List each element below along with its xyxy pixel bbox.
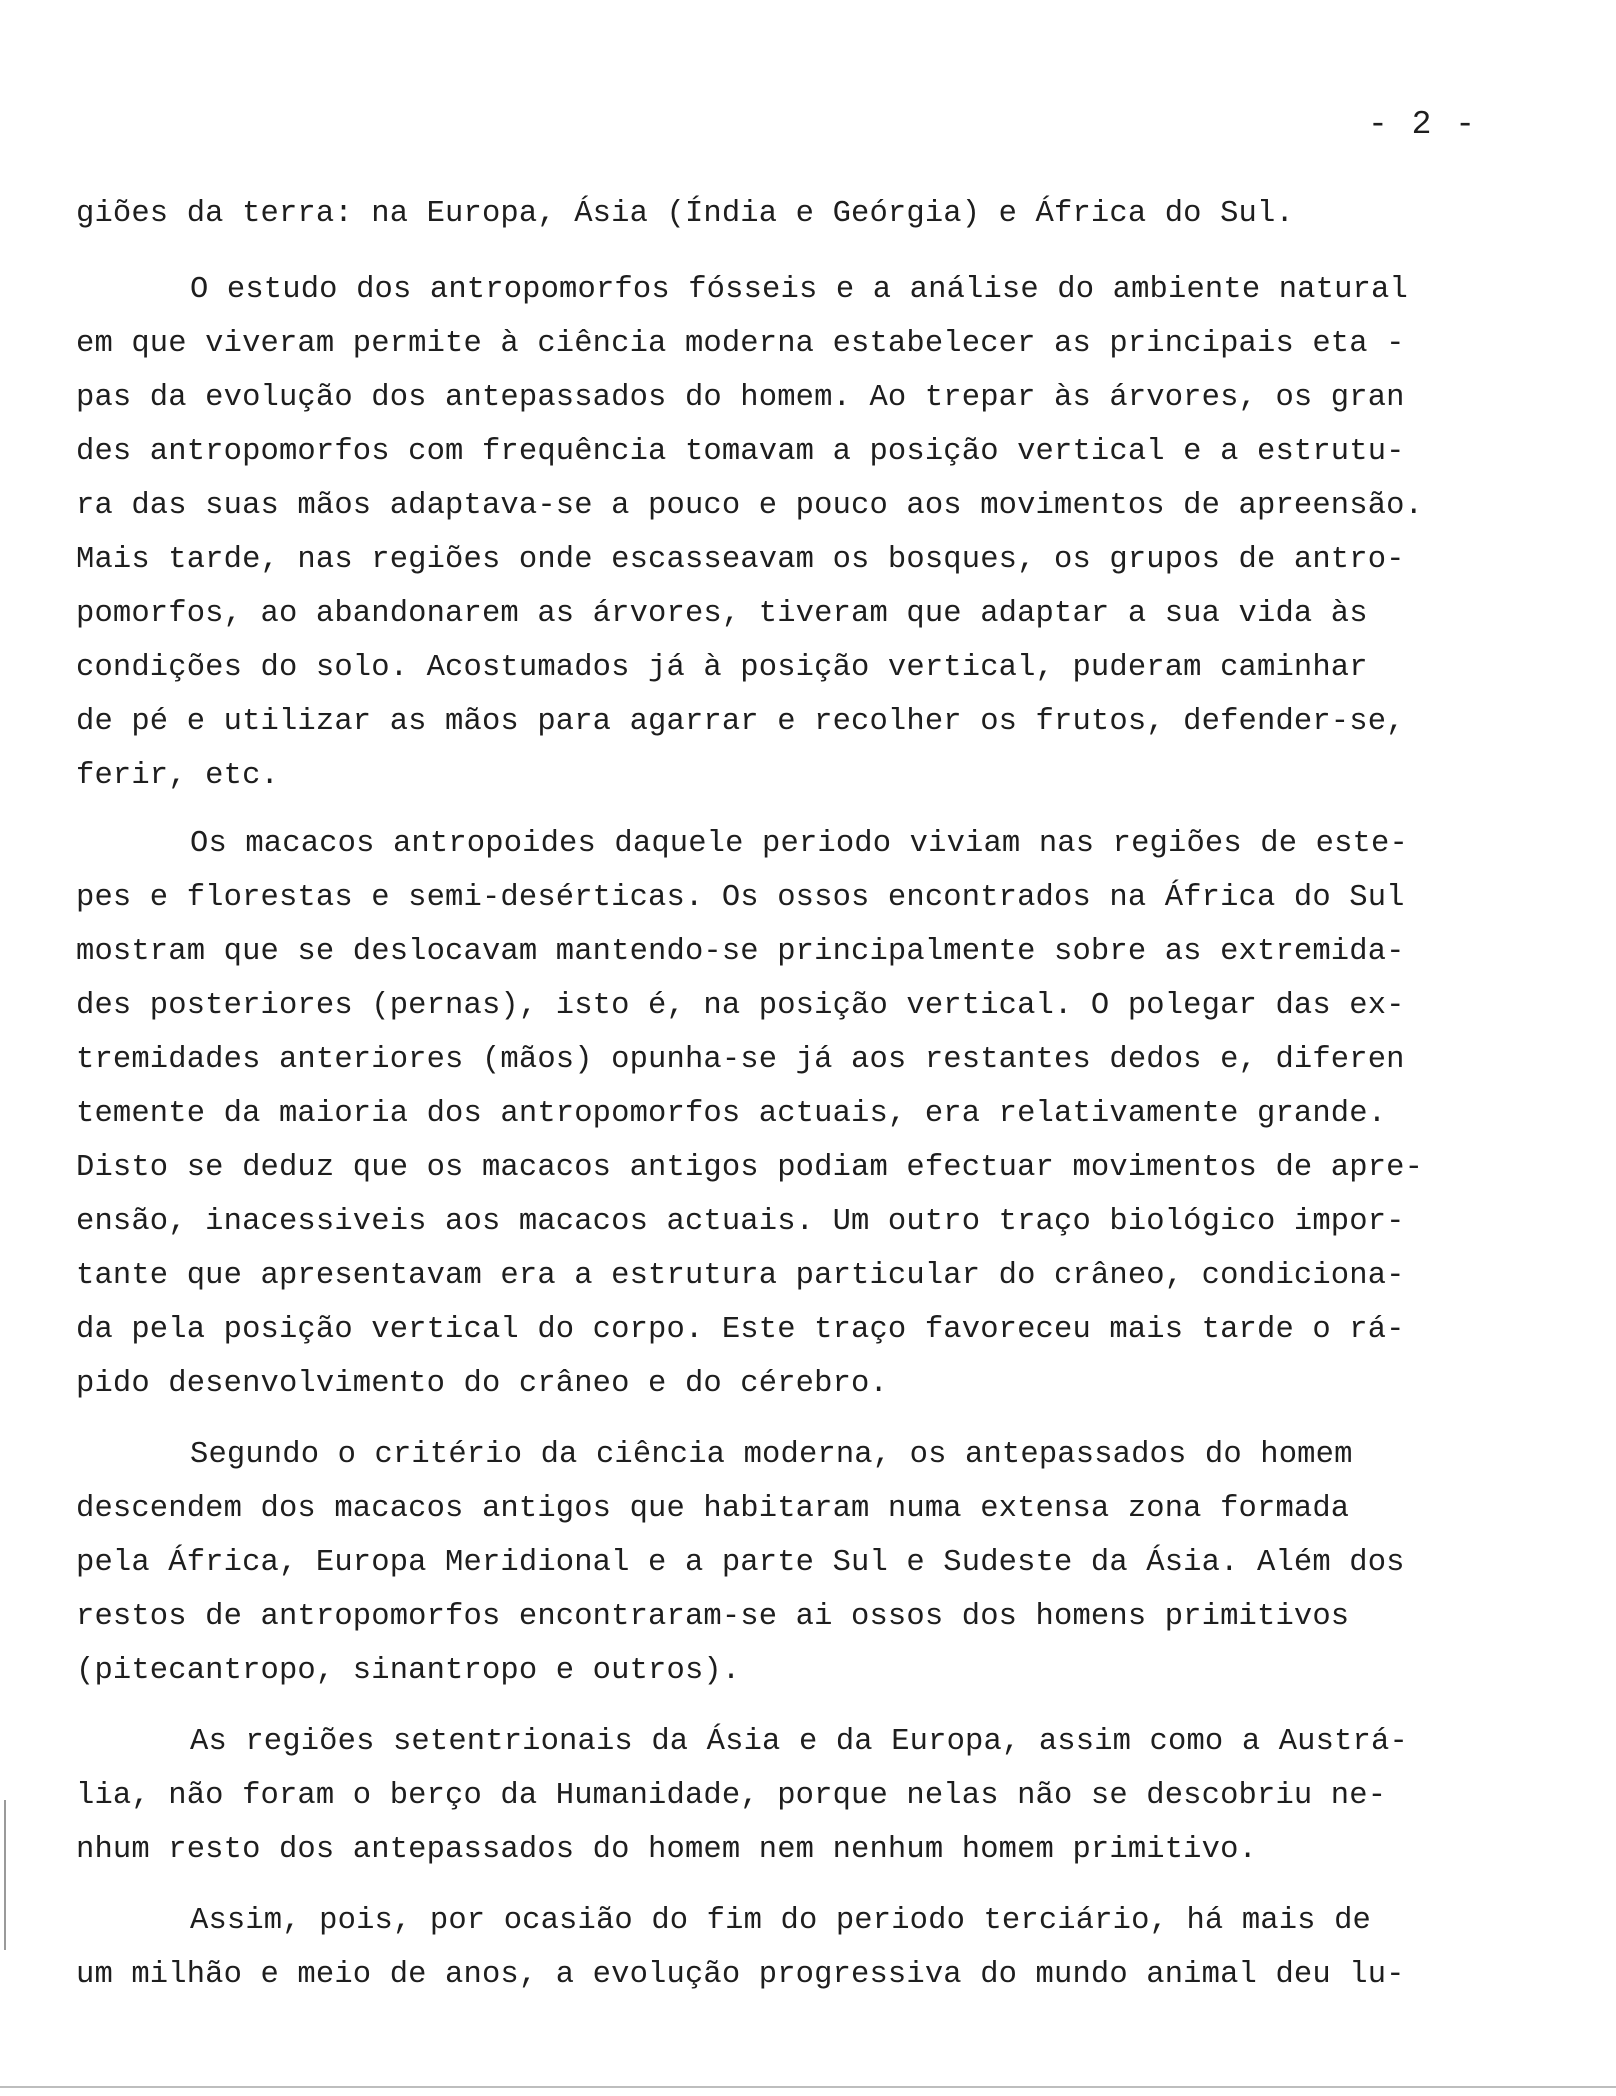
text-line: nhum resto dos antepassados do homem nem nenhum homem primitivo.: [76, 1833, 1257, 1867]
text-line: ferir, etc.: [76, 759, 279, 793]
text-line: ra das suas mãos adaptava-se a pouco e pouco aos movimentos de apreensão.: [76, 489, 1424, 523]
text-line: temente da maioria dos antropomorfos actuais, era relativamente grande.: [76, 1097, 1387, 1131]
text-line: Mais tarde, nas regiões onde escasseavam os bosques, os grupos de antro-: [76, 543, 1405, 577]
text-line: em que viveram permite à ciência moderna estabelecer as principais eta -: [76, 327, 1405, 361]
text-line: descendem dos macacos antigos que habitaram numa extensa zona formada: [76, 1492, 1350, 1526]
text-line: pela África, Europa Meridional e a parte Sul e Sudeste da Ásia. Além dos: [76, 1546, 1405, 1580]
text-line: tremidades anteriores (mãos) opunha-se já aos restantes dedos e, diferen: [76, 1043, 1405, 1077]
text-line: de pé e utilizar as mãos para agarrar e recolher os frutos, defender-se,: [76, 705, 1405, 739]
text-line: Assim, pois, por ocasião do fim do periodo terciário, há mais de: [190, 1904, 1371, 1938]
paragraph-antropomorfos-fosseis: [76, 263, 1496, 803]
text-line: Segundo o critério da ciência moderna, os antepassados do homem: [190, 1438, 1353, 1472]
scan-bottom-edge: [0, 2086, 1616, 2088]
text-line: des antropomorfos com frequência tomavam a posição vertical e a estrutu-: [76, 435, 1405, 469]
text-line: (pitecantropo, sinantropo e outros).: [76, 1654, 741, 1688]
text-line: ensão, inacessiveis aos macacos actuais. Um outro traço biológico impor-: [76, 1205, 1405, 1239]
text-line: pido desenvolvimento do crâneo e do cérebro.: [76, 1367, 888, 1401]
text-line: um milhão e meio de anos, a evolução progressiva do mundo animal deu lu-: [76, 1958, 1405, 1992]
text-line: da pela posição vertical do corpo. Este traço favoreceu mais tarde o rá-: [76, 1313, 1405, 1347]
paragraph-macacos-antropoides: [76, 817, 1496, 1411]
text-line: Disto se deduz que os macacos antigos podiam efectuar movimentos de apre-: [76, 1151, 1424, 1185]
text-line: lia, não foram o berço da Humanidade, porque nelas não se descobriu ne-: [76, 1779, 1387, 1813]
paragraph-fim-terciario: [76, 1894, 1496, 2002]
scan-edge-mark: [4, 1800, 6, 1950]
text-line: pas da evolução dos antepassados do homem. Ao trepar às árvores, os gran: [76, 381, 1405, 415]
text-line: O estudo dos antropomorfos fósseis e a análise do ambiente natural: [190, 273, 1408, 307]
text-line: condições do solo. Acostumados já à posição vertical, puderam caminhar: [76, 651, 1368, 685]
text-line: mostram que se deslocavam mantendo-se principalmente sobre as extremida-: [76, 935, 1405, 969]
page-number: - 2 -: [1368, 106, 1478, 143]
text-line: des posteriores (pernas), isto é, na posição vertical. O polegar das ex-: [76, 989, 1405, 1023]
text-line: giões da terra: na Europa, Ásia (Índia e Geórgia) e África do Sul.: [76, 197, 1294, 231]
paragraph-regioes-setentrionais: [76, 1715, 1496, 1877]
text-line: Os macacos antropoides daquele periodo viviam nas regiões de este-: [190, 827, 1408, 861]
text-line: pes e florestas e semi-desérticas. Os ossos encontrados na África do Sul: [76, 881, 1405, 915]
text-line: tante que apresentavam era a estrutura particular do crâneo, condiciona-: [76, 1259, 1405, 1293]
text-line: As regiões setentrionais da Ásia e da Europa, assim como a Austrá-: [190, 1725, 1408, 1759]
text-line: pomorfos, ao abandonarem as árvores, tiveram que adaptar a sua vida às: [76, 597, 1368, 631]
paragraph-criterio-ciencia: [76, 1428, 1496, 1698]
paragraph-continuation: [76, 187, 1496, 241]
text-line: restos de antropomorfos encontraram-se ai ossos dos homens primitivos: [76, 1600, 1350, 1634]
